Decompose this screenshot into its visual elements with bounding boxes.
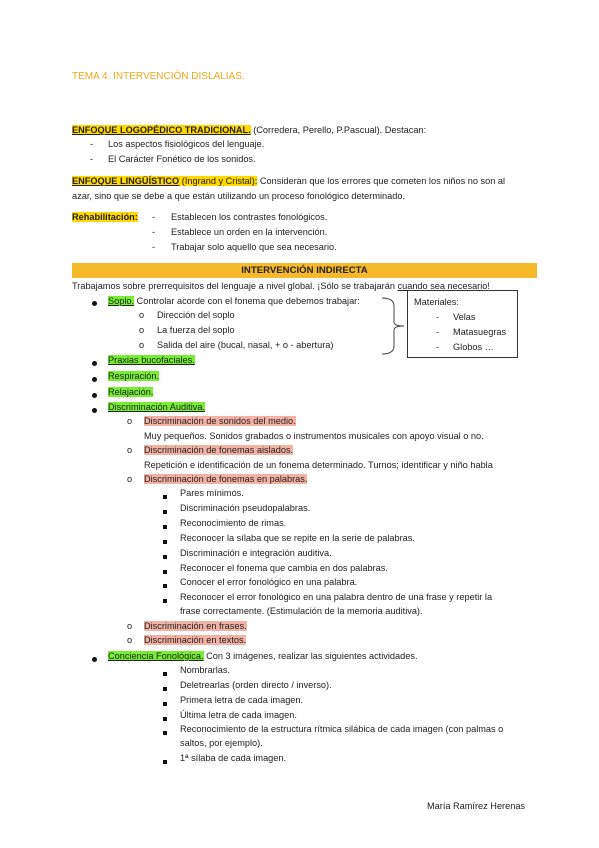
list-item: Velas (453, 312, 476, 322)
list-item: Praxias bucofaciales. (108, 355, 195, 365)
circle-bullet-icon: o (139, 310, 145, 320)
dash: - (152, 212, 156, 222)
list-item: Establecen los contrastes fonológicos. (171, 212, 328, 222)
bullet-disc-icon (92, 298, 97, 308)
list-item: Respiración. (108, 371, 160, 381)
intro-end: ! (487, 281, 490, 291)
list-item: Relajación. (108, 387, 154, 397)
square-bullet-icon (163, 713, 167, 723)
list-item: Conocer el error fonológico en una palabra. (180, 577, 358, 587)
footer-author: María Ramírez Herenas (427, 801, 526, 811)
circle-bullet-icon: o (127, 445, 133, 455)
list-item: La fuerza del soplo (157, 325, 235, 335)
list-item: Primera letra de cada imagen. (180, 695, 304, 705)
circle-bullet-icon: o (127, 416, 133, 426)
list-item-continued: frase correctamente. (Estimulación de la memoria auditiva). (180, 606, 423, 616)
list-item: Última letra de cada imagen. (180, 710, 297, 720)
conciencia-text: Con 3 imágenes, realizar las siguientes actividades. (203, 651, 418, 661)
list-item: Globos … (453, 342, 494, 352)
enfoque-linguistico-text-2: azar, sino que se debe a que están utilizando un proceso fonológico determinado. (72, 191, 406, 201)
list-item: Discriminación Auditiva. (108, 402, 206, 412)
materiales-title: Materiales: (414, 297, 459, 307)
bullet-disc-icon (92, 654, 97, 664)
square-bullet-icon (163, 506, 167, 516)
list-item: Reconocer el fonema que cambia en dos palabras. (180, 563, 388, 573)
square-bullet-icon (163, 595, 167, 605)
list-item: Discriminación en textos. (144, 635, 247, 645)
square-bullet-icon (163, 521, 167, 531)
enfoque-linguistico-heading: ENFOQUE LINGÜÍSTICO (Ingrand y Cristal): (72, 176, 258, 186)
list-item: 1ª sílaba de cada imagen. (180, 753, 287, 763)
list-item: Reconocer la sílaba que se repite en la serie de palabras. (180, 533, 415, 543)
list-item: Dirección del soplo (157, 310, 235, 320)
list-item: Discriminación en frases. (144, 621, 247, 631)
list-item: Trabajar solo aquello que sea necesario. (171, 242, 337, 252)
square-bullet-icon (163, 698, 167, 708)
document-title: TEMA 4. INTERVENCIÓN DISLALIAS. (72, 71, 245, 82)
list-item: Discriminación de sonidos del medio. (144, 416, 296, 426)
circle-bullet-icon: o (127, 635, 133, 645)
description: Repetición e identificación de un fonema determinado. Turnos; identificar y niño habla (144, 460, 493, 470)
square-bullet-icon (163, 668, 167, 678)
circle-bullet-icon: o (139, 340, 145, 350)
enfoque-tradicional-line (72, 125, 426, 135)
list-item: Pares mínimos. (180, 488, 244, 498)
dash: - (152, 227, 156, 237)
enfoque-linguistico-text: Consideran que los errores que cometen los niños no son al (257, 176, 506, 186)
rehabilitacion-label: Rehabilitación: (72, 212, 138, 222)
list-item: Discriminación pseudopalabras. (180, 503, 311, 513)
soplo-line (108, 296, 360, 306)
square-bullet-icon (163, 756, 167, 766)
list-item: Reconocer el error fonológico en una palabra dentro de una frase y repetir la (180, 592, 493, 602)
list-item: - (90, 154, 94, 164)
square-bullet-icon (163, 580, 167, 590)
section-band: INTERVENCIÓN INDIRECTA (72, 263, 537, 278)
list-item: Salida del aire (bucal, nasal, + o - abertura) (157, 340, 334, 350)
conciencia-line (108, 651, 418, 661)
enfoque-tradicional-heading: ENFOQUE LOGOPÉDICO TRADICIONAL. (72, 125, 251, 135)
list-item: Reconocimiento de la estructura rítmica silábica de cada imagen (con palmas o (180, 724, 504, 734)
square-bullet-icon (163, 727, 167, 737)
circle-bullet-icon: o (127, 621, 133, 631)
square-bullet-icon (163, 536, 167, 546)
list-item: Discriminación e integración auditiva. (180, 548, 332, 558)
bullet-disc-icon (92, 390, 97, 400)
soplo-label: Soplo. (108, 296, 135, 306)
list-item: Establece un orden en la intervención. (171, 227, 328, 237)
circle-bullet-icon: o (139, 325, 145, 335)
list-item: Nombrarlas. (180, 665, 231, 675)
conciencia-label: Conciencia Fonológica. (108, 651, 204, 661)
square-bullet-icon (163, 683, 167, 693)
dash: - (152, 242, 156, 252)
dash: - (436, 342, 440, 352)
list-item: Los aspectos fisiológicos del lenguaje. (108, 139, 265, 149)
list-item: Matasuegras (453, 327, 507, 337)
square-bullet-icon (163, 491, 167, 501)
enfoque-linguistico-line (72, 176, 505, 186)
description: Muy pequeños. Sonidos grabados o instrumentos musicales con apoyo visual o no. (144, 431, 484, 441)
list-item-continued: saltos, por ejemplo). (180, 738, 263, 748)
bullet-disc-icon (92, 358, 97, 368)
intro-underlined: cuando sea necesario (397, 281, 488, 291)
list-item: Discriminación de fonemas aislados. (144, 445, 294, 455)
brace-icon (380, 296, 408, 356)
enfoque-tradicional-text: (Corredera, Perello, P.Pascual). Destacan: (250, 125, 427, 135)
square-bullet-icon (163, 551, 167, 561)
intro-text: Trabajamos sobre prerrequisitos del lenguaje a nivel global. ¡Sólo se trabajarán (72, 281, 398, 291)
soplo-text: Controlar acorde con el fonema que debemos trabajar: (134, 296, 360, 306)
bullet-disc-icon (92, 405, 97, 415)
circle-bullet-icon: o (127, 474, 133, 484)
list-item: Discriminación de fonemas en palabras. (144, 474, 308, 484)
dash: - (436, 312, 440, 322)
bullet-disc-icon (92, 374, 97, 384)
list-item: Deletrearlas (orden directo / inverso). (180, 680, 332, 690)
dash: - (436, 327, 440, 337)
list-item: El Carácter Fonético de los sonidos. (108, 154, 256, 164)
list-item: Reconocimiento de rimas. (180, 518, 287, 528)
square-bullet-icon (163, 566, 167, 576)
list-item: - (90, 139, 94, 149)
